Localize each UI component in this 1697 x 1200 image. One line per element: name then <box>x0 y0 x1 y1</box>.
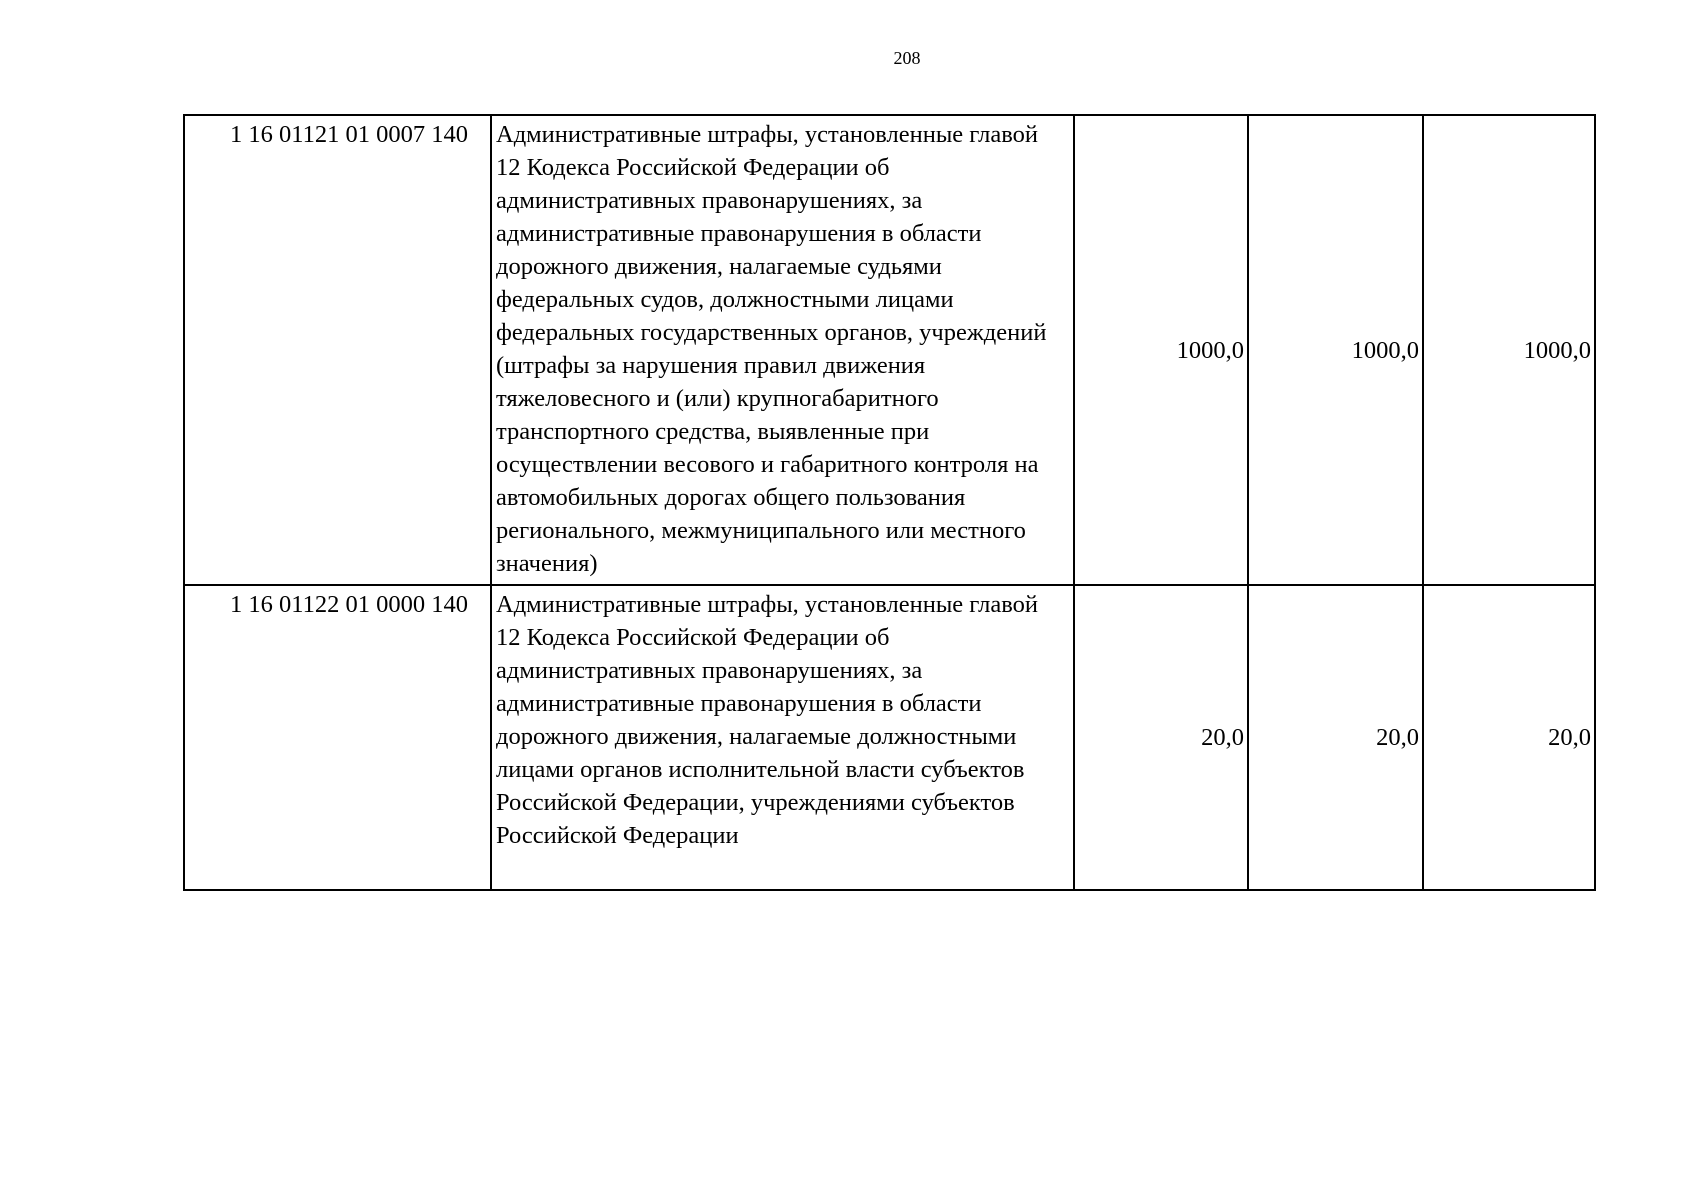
table-row <box>184 115 1595 585</box>
budget-code-cell: 1 16 01121 01 0007 140 <box>184 115 491 585</box>
value-cell-year-2: 1000,0 <box>1248 115 1423 585</box>
value-cell-year-3: 20,0 <box>1423 585 1595 890</box>
budget-code-cell: 1 16 01122 01 0000 140 <box>184 585 491 890</box>
value-cell-year-3: 1000,0 <box>1423 115 1595 585</box>
value-cell-year-1: 20,0 <box>1074 585 1248 890</box>
description-cell: Административные штрафы, установленные главой 12 Кодекса Российской Федерации об административных правонарушениях, за административные правонарушения в области дорожного движения, налагаемые должностными лицами органов исполнительной власти субъектов Российской Федерации, учреждениями субъектов Российской Федерации <box>491 585 1074 890</box>
value-cell-year-2: 20,0 <box>1248 585 1423 890</box>
page-number: 208 <box>893 48 921 68</box>
table-row <box>184 585 1595 890</box>
budget-table <box>183 114 1596 891</box>
value-cell-year-1: 1000,0 <box>1074 115 1248 585</box>
description-cell: Административные штрафы, установленные главой 12 Кодекса Российской Федерации об административных правонарушениях, за административные правонарушения в области дорожного движения, налагаемые судьями федеральных судов, должностными лицами федеральных государственных органов, учреждений (штрафы за нарушения правил движения тяжеловесного и (или) крупногабаритного транспортного средства, выявленные при осуществлении весового и габаритного контроля на автомобильных дорогах общего пользования регионального, межмуниципального или местного значения) <box>491 115 1074 585</box>
